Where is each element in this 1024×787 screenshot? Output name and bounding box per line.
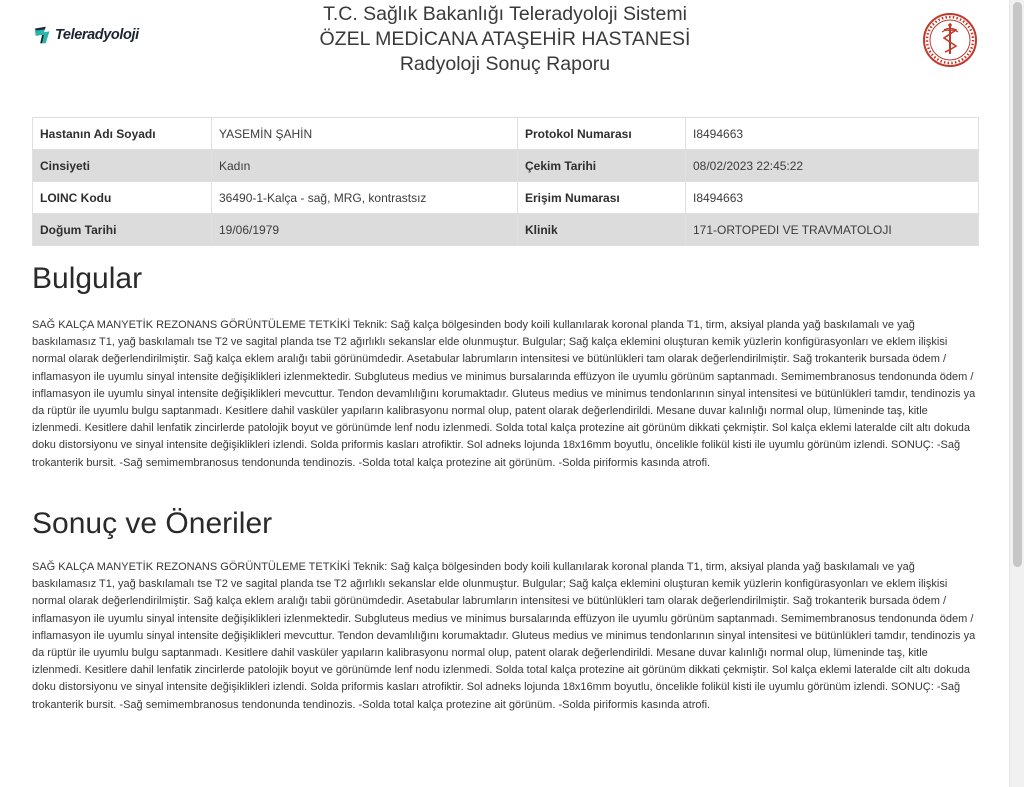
loinc-code-value: 36490-1-Kalça - sağ, MRG, kontrastsız [212, 182, 518, 214]
report-title-block [220, 2, 790, 77]
table-row [33, 214, 979, 246]
scan-date-label: Çekim Tarihi [518, 150, 686, 182]
clinic-value: 171-ORTOPEDI VE TRAVMATOLOJI [686, 214, 979, 246]
teleradyoloji-logo [32, 24, 139, 46]
loinc-code-label: LOINC Kodu [33, 182, 212, 214]
conclusion-heading: Sonuç ve Öneriler [32, 507, 273, 540]
protocol-number-value: I8494663 [686, 118, 979, 150]
findings-heading: Bulgular [32, 262, 143, 295]
patient-info-table [32, 117, 979, 246]
health-ministry-emblem-icon [922, 12, 978, 68]
birth-date-label: Doğum Tarihi [33, 214, 212, 246]
table-row [33, 118, 979, 150]
teleradyoloji-logo-icon [32, 24, 54, 46]
clinic-label: Klinik [518, 214, 686, 246]
protocol-number-label: Protokol Numarası [518, 118, 686, 150]
scan-date-value: 08/02/2023 22:45:22 [686, 150, 979, 182]
vertical-scrollbar[interactable] [1009, 0, 1024, 787]
table-row [33, 182, 979, 214]
logo-text: Teleradyoloji [55, 27, 139, 43]
scrollbar-thumb[interactable] [1013, 2, 1022, 567]
report-title: Radyoloji Sonuç Raporu [399, 53, 611, 75]
birth-date-value: 19/06/1979 [212, 214, 518, 246]
gender-label: Cinsiyeti [33, 150, 212, 182]
gender-value: Kadın [212, 150, 518, 182]
report-header [0, 0, 1010, 98]
hospital-name: ÖZEL MEDİCANA ATAŞEHİR HASTANESİ [319, 28, 691, 50]
patient-name-label: Hastanın Adı Soyadı [33, 118, 212, 150]
access-number-label: Erişim Numarası [518, 182, 686, 214]
table-row [33, 150, 979, 182]
system-title: T.C. Sağlık Bakanlığı Teleradyoloji Sistemi [323, 3, 687, 25]
conclusion-text: SAĞ KALÇA MANYETİK REZONANS GÖRÜNTÜLEME TETKİKİ Teknik: Sağ kalça bölgesinden body koili kullanılarak koronal planda T1, tirm, aksiyal planda yağ baskılamalı ve yağ baskılamasız T1, yağ baskılamalı tse T2 ve sagital planda tse T2 ağırlıklı sekanslar elde olunmuştur. Bulgular; Sağ kalça eklemini oluşturan kemik yüzlerin konfigürasyonları ve eklem ilişkisi normal olarak değerlendirilmiştir. Sağ kalça eklem aralığı tabii görünümdedir. Asetabular labrumların intensitesi ve bütünlükleri tam olarak değerlendirilmiştir. Sağ trokanterik bursada ödem / inflamasyon ile uyumlu sinyal intensite değişiklikleri izlenmektedir. Subgluteus medius ve minimus bursalarında effüzyon ile uyumlu görünüm saptanmadı. Semimembranosus tendonunda ödem / inflamasyon ile uyumlu sinyal intensite değişiklikleri mevcuttur. Tendon devamlılığını korumaktadır. Gluteus medius ve minimus tendonlarının sinyal intensitesi ve bütünlükleri tamdır, tendinozis ya da rüptür ile uyumlu bulgu saptanmadı. Kesitlere dahil vasküler yapıların kalibrasyonu normal olup, patent olarak değerlendirildi. Mesane duvar kalınlığı normal olup, lümeninde taş, kitle izlenmedi. Kesitlere dahil lenfatik zincirlerde patolojik boyut ve görünümde lenf nodu izlenmedi. Solda total kalça protezine ait görünüm dikkati çekmiştir. Sol kalça eklemi lateralde cilt altı dokuda doku distorsiyonu ve sinyal intensite değişiklikleri izlendi. Solda priformis kasları atrofiktir. Sol adneks lojunda 18x16mm boyutlu, öncelikle folikül kisti ile uyumlu görünüm izlendi. SONUÇ: -Sağ trokanterik bursit. -Sağ semimembranosus tendonunda tendinozis. -Solda total kalça protezine ait görünüm. -Solda piriformis kasında atrofi. [32, 561, 976, 711]
findings-text: SAĞ KALÇA MANYETİK REZONANS GÖRÜNTÜLEME TETKİKİ Teknik: Sağ kalça bölgesinden body koili kullanılarak koronal planda T1, tirm, aksiyal planda yağ baskılamalı ve yağ baskılamasız T1, yağ baskılamalı tse T2 ve sagital planda tse T2 ağırlıklı sekanslar elde olunmuştur. Bulgular; Sağ kalça eklemini oluşturan kemik yüzlerin konfigürasyonları ve eklem ilişkisi normal olarak değerlendirilmiştir. Sağ kalça eklem aralığı tabii görünümdedir. Asetabular labrumların intensitesi ve bütünlükleri tam olarak değerlendirilmiştir. Sağ trokanterik bursada ödem / inflamasyon ile uyumlu sinyal intensite değişiklikleri izlenmektedir. Subgluteus medius ve minimus bursalarında effüzyon ile uyumlu görünüm saptanmadı. Semimembranosus tendonunda ödem / inflamasyon ile uyumlu sinyal intensite değişiklikleri mevcuttur. Tendon devamlılığını korumaktadır. Gluteus medius ve minimus tendonlarının sinyal intensitesi ve bütünlükleri tamdır, tendinozis ya da rüptür ile uyumlu bulgu saptanmadı. Kesitlere dahil vasküler yapıların kalibrasyonu normal olup, patent olarak değerlendirildi. Mesane duvar kalınlığı normal olup, lümeninde taş, kitle izlenmedi. Kesitlere dahil lenfatik zincirlerde patolojik boyut ve görünümde lenf nodu izlenmedi. Solda total kalça protezine ait görünüm dikkati çekmiştir. Sol kalça eklemi lateralde cilt altı dokuda doku distorsiyonu ve sinyal intensite değişiklikleri izlendi. Solda priformis kasları atrofiktir. Sol adneks lojunda 18x16mm boyutlu, öncelikle folikül kisti ile uyumlu görünüm izlendi. SONUÇ: -Sağ trokanterik bursit. -Sağ semimembranosus tendonunda tendinozis. -Solda total kalça protezine ait görünüm. -Solda piriformis kasında atrofi. [32, 319, 976, 469]
access-number-value: I8494663 [686, 182, 979, 214]
patient-name-value: YASEMİN ŞAHİN [212, 118, 518, 150]
